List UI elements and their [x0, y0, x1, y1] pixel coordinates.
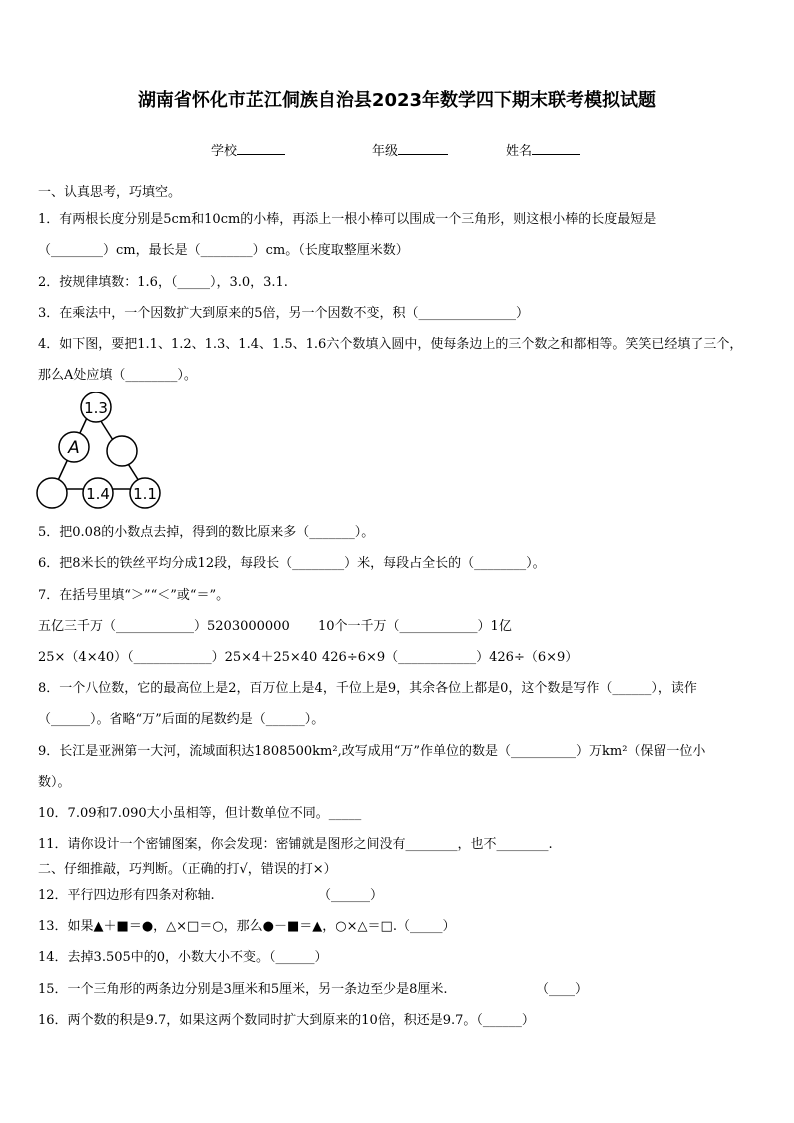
triangle-circle-figure	[36, 392, 166, 510]
label-top: 1.3	[84, 399, 108, 417]
section-2-heading: 二、仔细推敲，巧判断。（正确的打√，错误的打×）	[38, 862, 337, 877]
label-left-mid: A	[68, 438, 80, 458]
question-13: 13．如果▲＋■＝●，△×□＝○，那么●－■＝▲，○×△＝□.（_____）	[38, 919, 456, 934]
question-12: 12．平行四边形有四条对称轴.	[38, 888, 215, 903]
school-label: 学校	[211, 144, 238, 159]
name-field	[506, 140, 580, 159]
question-1-line-1: 1．有两根长度分别是5cm和10cm的小棒，再添上一根小棒可以围成一个三角形，则这根小棒的长度最短是	[38, 212, 657, 227]
question-7-row-2a: 25×（4×40）（____________）25×4＋25×40	[38, 650, 318, 665]
question-12-answer[interactable]: （______）	[318, 888, 384, 903]
name-blank[interactable]	[532, 142, 580, 155]
question-5: 5．把0.08的小数点去掉，得到的数比原来多（_______）。	[38, 525, 375, 540]
question-10: 10．7.09和7.090大小虽相等，但计数单位不同。_____	[38, 806, 362, 821]
page-title: 湖南省怀化市芷江侗族自治县2023年数学四下期末联考模拟试题	[137, 90, 657, 111]
label-bottom-mid: 1.4	[86, 485, 110, 503]
question-16: 16．两个数的积是9.7，如果这两个数同时扩大到原来的10倍，积还是9.7。（______）	[38, 1013, 535, 1028]
question-1-line-2: （________）cm，最长是（________）cm。（长度取整厘米数）	[38, 243, 409, 258]
question-7-row-1a: 五亿三千万（____________）5203000000	[38, 619, 290, 634]
question-8-line-1: 8．一个八位数，它的最高位上是2，百万位上是4，千位上是9，其余各位上都是0，这个数是写作（______），读作	[38, 681, 697, 696]
question-9-line-2: 数）。	[38, 775, 71, 790]
question-15-answer[interactable]: （____）	[536, 982, 589, 997]
question-4-line-2: 那么A处应填（________）。	[38, 368, 197, 383]
label-bottom-right: 1.1	[133, 485, 157, 503]
question-9-line-1: 9．长江是亚洲第一大河，流域面积达1808500km²,改写成用“万”作单位的数是（__________）万km²（保留一位小	[38, 744, 706, 759]
grade-field	[372, 140, 448, 159]
question-6: 6．把8米长的铁丝平均分成12段，每段长（________）米，每段占全长的（________）。	[38, 556, 546, 571]
question-14: 14．去掉3.505中的0，小数大小不变。（______）	[38, 950, 328, 965]
section-1-heading: 一、认真思考，巧填空。	[38, 185, 182, 200]
question-8-line-2: （______）。省略“万”后面的尾数约是（______）。	[38, 712, 325, 727]
question-11: 11．请你设计一个密铺图案，你会发现：密铺就是图形之间没有________，也不________.	[38, 837, 553, 852]
question-3: 3．在乘法中，一个因数扩大到原来的5倍，另一个因数不变，积（_______________）	[38, 306, 530, 321]
circle-bottom-left	[37, 478, 67, 508]
name-label: 姓名	[506, 144, 533, 159]
question-2: 2．按规律填数：1.6，（_____），3.0，3.1.	[38, 275, 288, 290]
grade-label: 年级	[372, 144, 399, 159]
question-4-line-1: 4．如下图，要把1.1、1.2、1.3、1.4、1.5、1.6六个数填入圆中，使每条边上的三个数之和都相等。笑笑已经填了三个，	[38, 337, 743, 352]
grade-blank[interactable]	[398, 142, 448, 155]
question-7-row-1b: 10个一千万（____________）1亿	[318, 619, 512, 634]
question-7-row-2b: 426÷6×9（____________）426÷（6×9）	[322, 650, 579, 665]
school-field	[211, 140, 285, 159]
question-15: 15．一个三角形的两条边分别是3厘米和5厘米，另一条边至少是8厘米.	[38, 982, 448, 997]
circle-right-mid	[107, 436, 137, 466]
question-7: 7．在括号里填“＞”“＜”或“＝”。	[38, 588, 230, 603]
school-blank[interactable]	[237, 142, 285, 155]
